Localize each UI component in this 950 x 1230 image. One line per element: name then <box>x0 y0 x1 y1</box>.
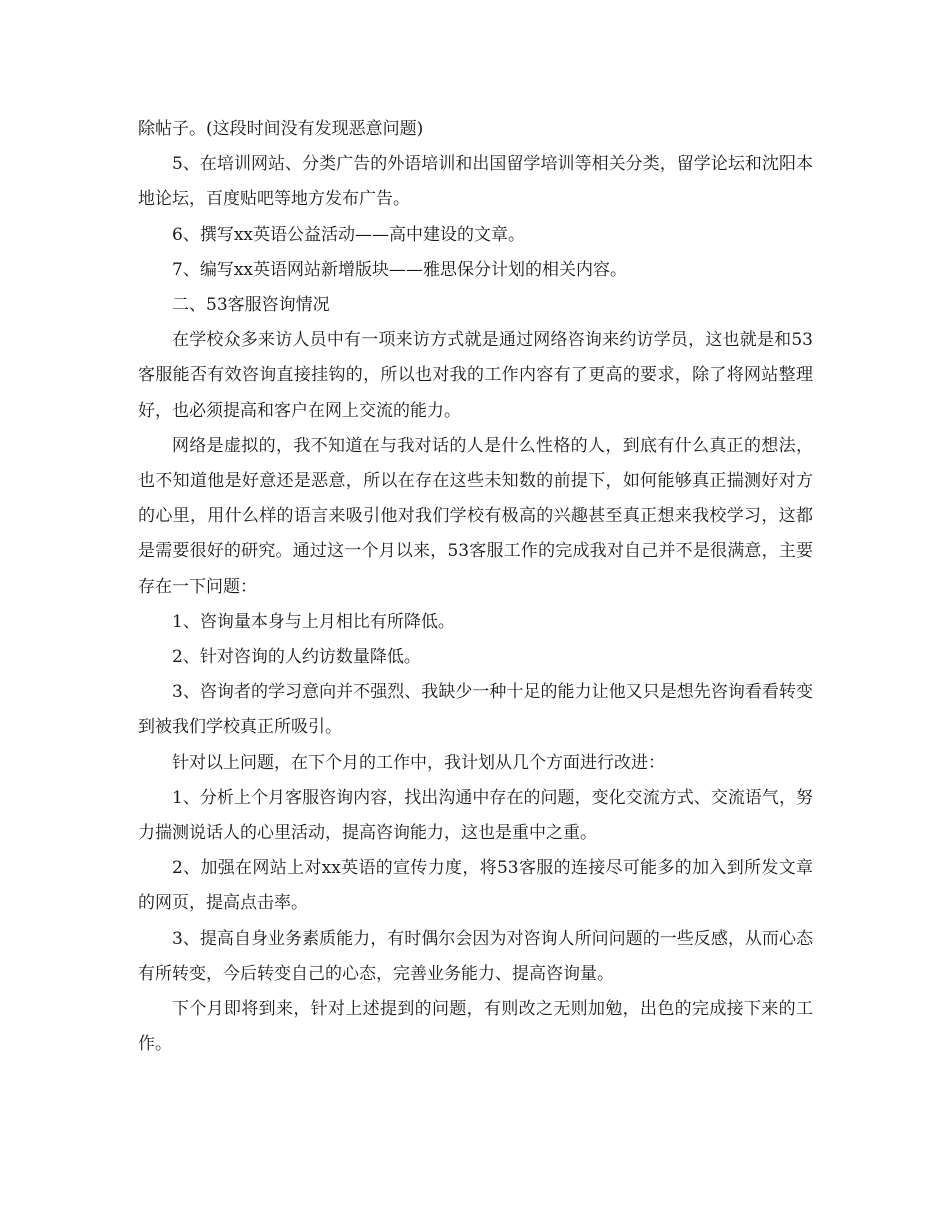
problem-item-3: 3、咨询者的学习意向并不强烈、我缺少一种十足的能力让他又只是想先咨询看看转变到被我们学校真正所吸引。 <box>138 682 813 738</box>
plan-item-3: 3、提高自身业务素质能力，有时偶尔会因为对咨询人所问问题的一些反感，从而心态有所转变，今后转变自己的心态，完善业务能力、提高咨询量。 <box>138 928 813 984</box>
paragraph-continuation: 除帖子。(这段时间没有发现恶意问题) <box>138 119 424 139</box>
plan-intro: 针对以上问题，在下个月的工作中，我计划从几个方面进行改进： <box>172 752 665 773</box>
closing-paragraph: 下个月即将到来，针对上述提到的问题，有则改之无则加勉，出色的完成接下来的工作。 <box>138 999 813 1055</box>
paragraph-item-5: 5、在培训网站、分类广告的外语培训和出国留学培训等相关分类，留学论坛和沈阳本地论坛，百度贴吧等地方发布广告。 <box>138 154 813 210</box>
paragraph-intro: 在学校众多来访人员中有一项来访方式就是通过网络咨询来约访学员，这也就是和53客服能否有效咨询直接挂钩的，所以也对我的工作内容有了更高的要求，除了将网站整理好，也必须提高和客户在网上交流的能力。 <box>138 330 813 421</box>
paragraph-item-7: 7、编写xx英语网站新增版块——雅思保分计划的相关内容。 <box>172 259 627 280</box>
plan-item-2: 2、加强在网站上对xx英语的宣传力度，将53客服的连接尽可能多的加入到所发文章的网页，提高点击率。 <box>138 858 813 914</box>
plan-item-1: 1、分析上个月客服咨询内容，找出沟通中存在的问题，变化交流方式、交流语气，努力揣测说话人的心里活动，提高咨询能力，这也是重中之重。 <box>138 787 813 844</box>
problem-item-1: 1、咨询量本身与上月相比有所降低。 <box>172 611 455 632</box>
paragraph-analysis: 网络是虚拟的，我不知道在与我对话的人是什么性格的人，到底有什么真正的想法，也不知道他是好意还是恶意，所以在存在这些未知数的前提下，如何能够真正揣测好对方的心里，用什么样的语言来吸引他对我们学校有极高的兴趣甚至真正想来我校学习，这都是需要很好的研究。通过这一个月以来，53客服工作的完成我对自己并不是很满意，主要存在一下问题： <box>138 435 813 597</box>
document-body <box>138 112 813 1062</box>
paragraph-item-6: 6、撰写xx英语公益活动——高中建设的文章。 <box>172 224 525 245</box>
section-heading: 二、53客服咨询情况 <box>172 295 330 316</box>
problem-item-2: 2、针对咨询的人约访数量降低。 <box>172 647 421 668</box>
